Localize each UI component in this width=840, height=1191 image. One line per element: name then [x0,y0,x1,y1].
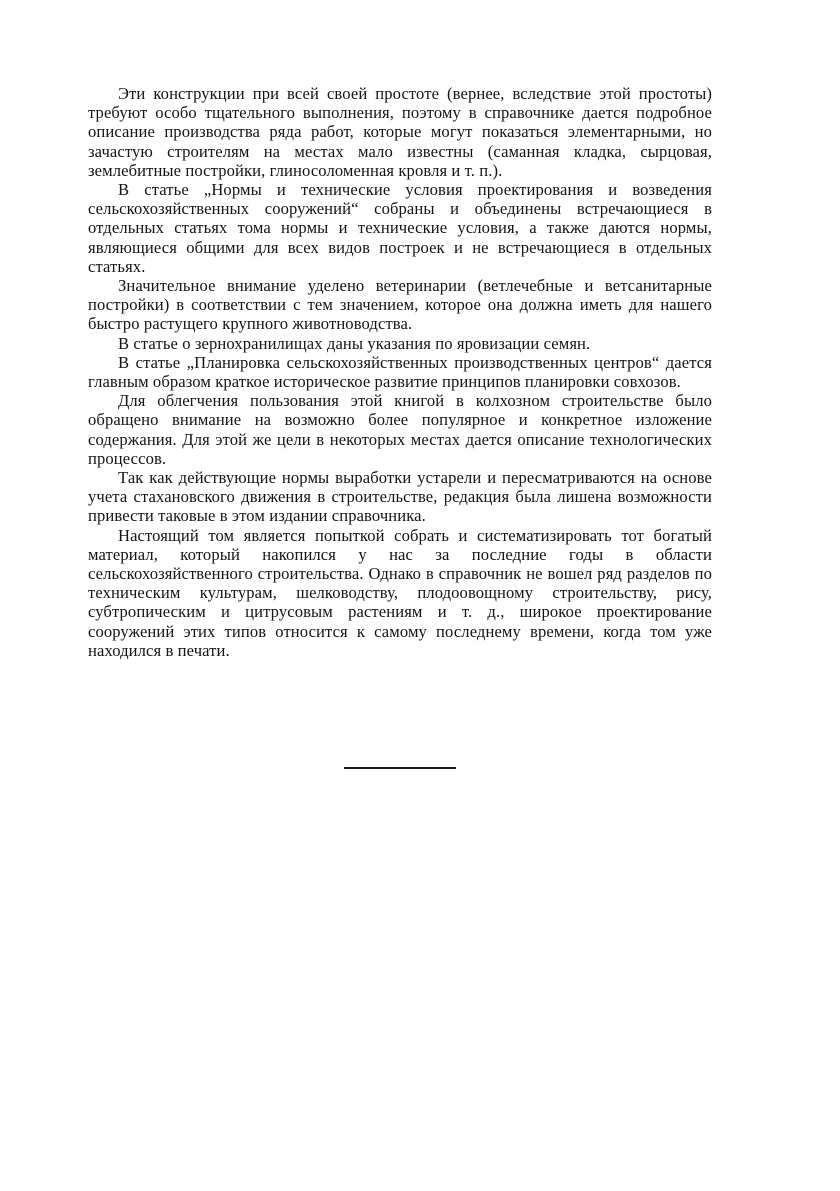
paragraph-granaries: В статье о зернохранилищах даны указания по яровизации семян. [118,333,591,353]
paragraph-planning-article: В статье „Планировка сельскохозяйственных производственных центров“ дается главным образом краткое историческое развитие принципов планировки совхозов. [88,352,712,392]
paragraph-norms-article: В статье „Нормы и технические условия проектирования и возведения сельскохозяйственных сооружений“ собраны и объединены встречающиеся в отдельных статьях тома нормы и технические условия, а также даются нормы, являющиеся общими для всех видов построек и не встречающиеся в отдельных статьях. [88,180,712,276]
paragraph-kolkhoz-usage: Для облегчения пользования этой книгой в колхозном строительстве было обращено внимание на возможно более популярное и конкретное изложение содержания. Для этой же цели в некоторых местах дается описание технологических процессов. [88,391,712,468]
section-divider-rule [344,767,456,769]
paragraph-volume-scope: Настоящий том является попыткой собрать и систематизировать тот богатый материал, который накопился у нас за последние годы в области сельскохозяйственного строительства. Однако в справочник не вошел ряд разделов по техническим культурам, шелководству, плодоовощному строительству, рису, субтропическим и цитрусовым растениям и т. д., широкое проектирование сооружений этих типов относится к самому последнему времени, когда том уже находился в печати. [88,525,712,660]
paragraph-veterinary: Значительное внимание уделено ветеринарии (ветлечебные и ветсанитарные постройки) в соответствии с тем значением, которое она должна иметь для нашего быстро растущего крупного животноводства. [88,276,712,334]
paragraph-output-norms: Так как действующие нормы выработки устарели и пересматриваются на основе учета стахановского движения в строительстве, редакция была лишена возможности привести таковые в этом издании справочника. [88,468,712,526]
document-body [88,84,712,660]
paragraph-construction-simplicity: Эти конструкции при всей своей простоте (вернее, вследствие этой простоты) требуют особо тщательного выполнения, поэтому в справочнике дается подробное описание производства ряда работ, которые могут показаться элементарными, но зачастую строителям на местах мало известны (саманная кладка, сырцовая, землебитные постройки, глиносоломенная кровля и т. п.). [88,84,712,180]
